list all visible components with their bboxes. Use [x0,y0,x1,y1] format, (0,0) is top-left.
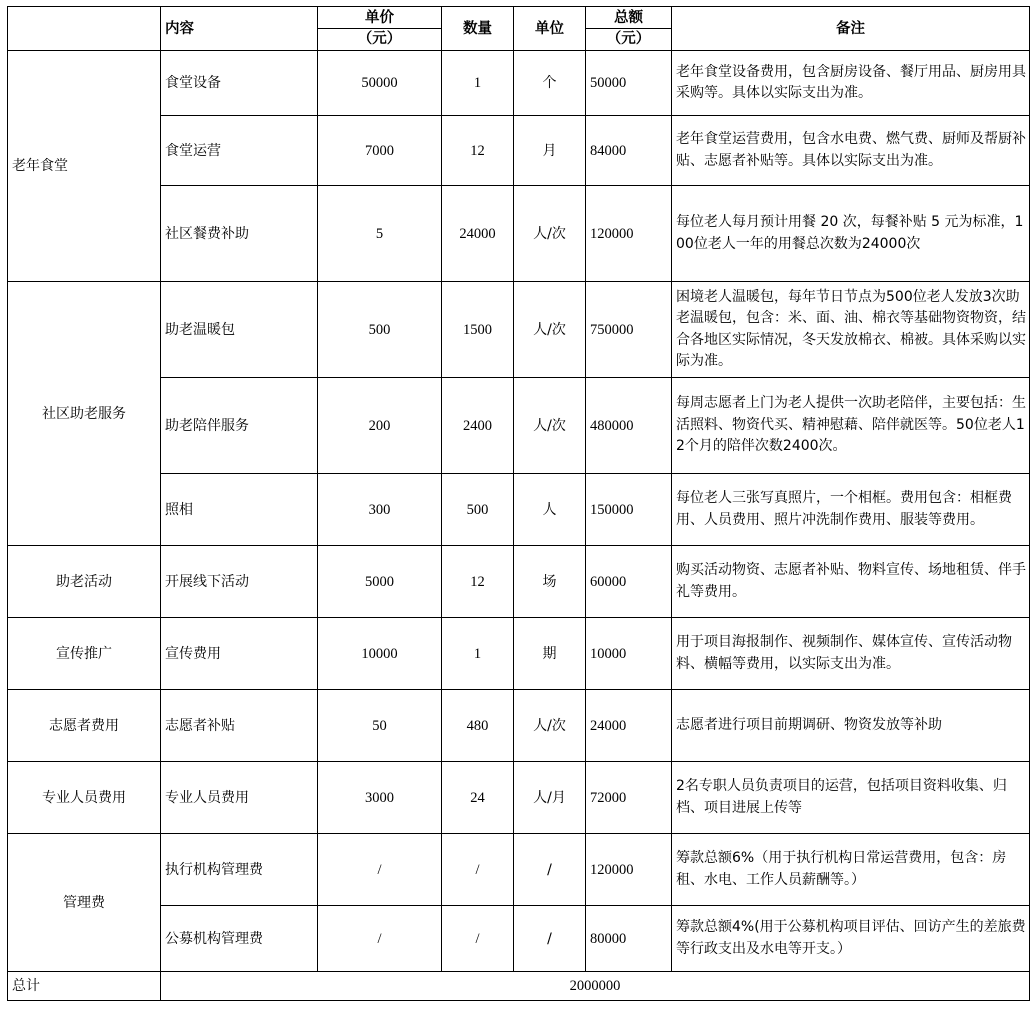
remarks-cell: 每位老人三张写真照片，一个相框。费用包含：相框费用、人员费用、照片冲洗制作费用、服装等费用。 [672,474,1030,546]
header-category-cell [8,7,161,51]
table-row [8,474,1030,546]
remarks-cell: 筹款总额4%(用于公募机构项目评估、回访产生的差旅费等行政支出及水电等开支。） [672,906,1030,972]
item-cell: 开展线下活动 [161,546,318,618]
header-remarks: 备注 [672,7,1030,51]
item-cell: 执行机构管理费 [161,834,318,906]
remarks-cell: 老年食堂设备费用，包含厨房设备、餐厅用品、厨房用具采购等。具体以实际支出为准。 [672,51,1030,116]
total-cell: 84000 [586,116,672,186]
header-quantity: 数量 [442,7,514,51]
total-cell: 10000 [586,618,672,690]
quantity-cell: 480 [442,690,514,762]
quantity-cell: 12 [442,116,514,186]
remarks-cell: 志愿者进行项目前期调研、物资发放等补助 [672,690,1030,762]
table-row [8,546,1030,618]
category-cell: 老年食堂 [8,51,161,282]
unit-cell: 个 [514,51,586,116]
quantity-cell: 1500 [442,282,514,378]
header-unit-price-line2: （元） [357,31,402,48]
total-cell: 750000 [586,282,672,378]
unit-price-cell: / [318,906,442,972]
item-cell: 助老陪伴服务 [161,378,318,474]
header-content: 内容 [161,7,318,51]
remarks-cell: 每位老人每月预计用餐 20 次，每餐补贴 5 元为标准，100位老人一年的用餐总次数为24000次 [672,186,1030,282]
header-total-line1: 总额 [586,8,671,30]
table-row [8,906,1030,972]
unit-price-cell: 500 [318,282,442,378]
item-cell: 志愿者补贴 [161,690,318,762]
remarks-cell: 购买活动物资、志愿者补贴、物料宣传、场地租赁、伴手礼等费用。 [672,546,1030,618]
table-row [8,51,1030,116]
unit-price-cell: 300 [318,474,442,546]
unit-cell: 期 [514,618,586,690]
unit-cell: / [514,906,586,972]
unit-price-cell: 50000 [318,51,442,116]
unit-cell: 人 [514,474,586,546]
unit-price-cell: 50 [318,690,442,762]
total-cell: 24000 [586,690,672,762]
budget-sheet [7,6,1029,1001]
item-cell: 公募机构管理费 [161,906,318,972]
unit-price-cell: 10000 [318,618,442,690]
table-row [8,762,1030,834]
quantity-cell: 1 [442,618,514,690]
category-cell: 专业人员费用 [8,762,161,834]
remarks-cell: 筹款总额6%（用于执行机构日常运营费用，包含：房租、水电、工作人员薪酬等。） [672,834,1030,906]
unit-cell: 人/次 [514,186,586,282]
total-row [8,972,1030,1001]
quantity-cell: 24 [442,762,514,834]
remarks-cell: 用于项目海报制作、视频制作、媒体宣传、宣传活动物料、横幅等费用，以实际支出为准。 [672,618,1030,690]
table-row [8,690,1030,762]
header-unit-price [318,7,442,51]
unit-price-cell: 5000 [318,546,442,618]
total-cell: 72000 [586,762,672,834]
quantity-cell: 1 [442,51,514,116]
item-cell: 社区餐费补助 [161,186,318,282]
unit-price-cell: 5 [318,186,442,282]
table-row [8,834,1030,906]
budget-table [7,6,1030,1001]
unit-cell: 人/次 [514,282,586,378]
quantity-cell: 12 [442,546,514,618]
remarks-cell: 老年食堂运营费用，包含水电费、燃气费、厨师及帮厨补贴、志愿者补贴等。具体以实际支出为准。 [672,116,1030,186]
total-cell: 80000 [586,906,672,972]
item-cell: 食堂运营 [161,116,318,186]
header-row [8,7,1030,51]
header-unit: 单位 [514,7,586,51]
unit-cell: 人/次 [514,690,586,762]
table-row [8,186,1030,282]
category-cell: 宣传推广 [8,618,161,690]
quantity-cell: / [442,906,514,972]
item-cell: 助老温暖包 [161,282,318,378]
unit-cell: 场 [514,546,586,618]
total-cell: 120000 [586,186,672,282]
unit-cell: 人/次 [514,378,586,474]
item-cell: 照相 [161,474,318,546]
remarks-cell: 困境老人温暖包，每年节日节点为500位老人发放3次助老温暖包，包含：米、面、油、棉衣等基础物资物资，结合各地区实际情况，冬天发放棉衣、棉被。具体采购以实际为准。 [672,282,1030,378]
header-total [586,7,672,51]
category-cell: 助老活动 [8,546,161,618]
total-cell: 480000 [586,378,672,474]
remarks-cell: 每周志愿者上门为老人提供一次助老陪伴，主要包括：生活照料、物资代买、精神慰藉、陪伴就医等。50位老人12个月的陪伴次数2400次。 [672,378,1030,474]
total-label: 总计 [8,972,161,1001]
unit-price-cell: 3000 [318,762,442,834]
unit-price-cell: 200 [318,378,442,474]
item-cell: 宣传费用 [161,618,318,690]
table-row [8,618,1030,690]
unit-price-cell: 7000 [318,116,442,186]
quantity-cell: / [442,834,514,906]
remarks-cell: 2名专职人员负责项目的运营，包括项目资料收集、归档、项目进展上传等 [672,762,1030,834]
grand-total-value: 2000000 [161,972,1030,1001]
header-total-line2: （元） [606,31,651,48]
item-cell: 专业人员费用 [161,762,318,834]
total-cell: 60000 [586,546,672,618]
quantity-cell: 2400 [442,378,514,474]
unit-cell: 月 [514,116,586,186]
table-row [8,378,1030,474]
quantity-cell: 24000 [442,186,514,282]
category-cell: 管理费 [8,834,161,972]
table-row [8,116,1030,186]
category-cell: 志愿者费用 [8,690,161,762]
unit-price-cell: / [318,834,442,906]
unit-cell: / [514,834,586,906]
total-cell: 120000 [586,834,672,906]
table-row [8,282,1030,378]
item-cell: 食堂设备 [161,51,318,116]
unit-cell: 人/月 [514,762,586,834]
category-cell: 社区助老服务 [8,282,161,546]
total-cell: 50000 [586,51,672,116]
quantity-cell: 500 [442,474,514,546]
header-unit-price-line1: 单价 [318,8,441,30]
total-cell: 150000 [586,474,672,546]
